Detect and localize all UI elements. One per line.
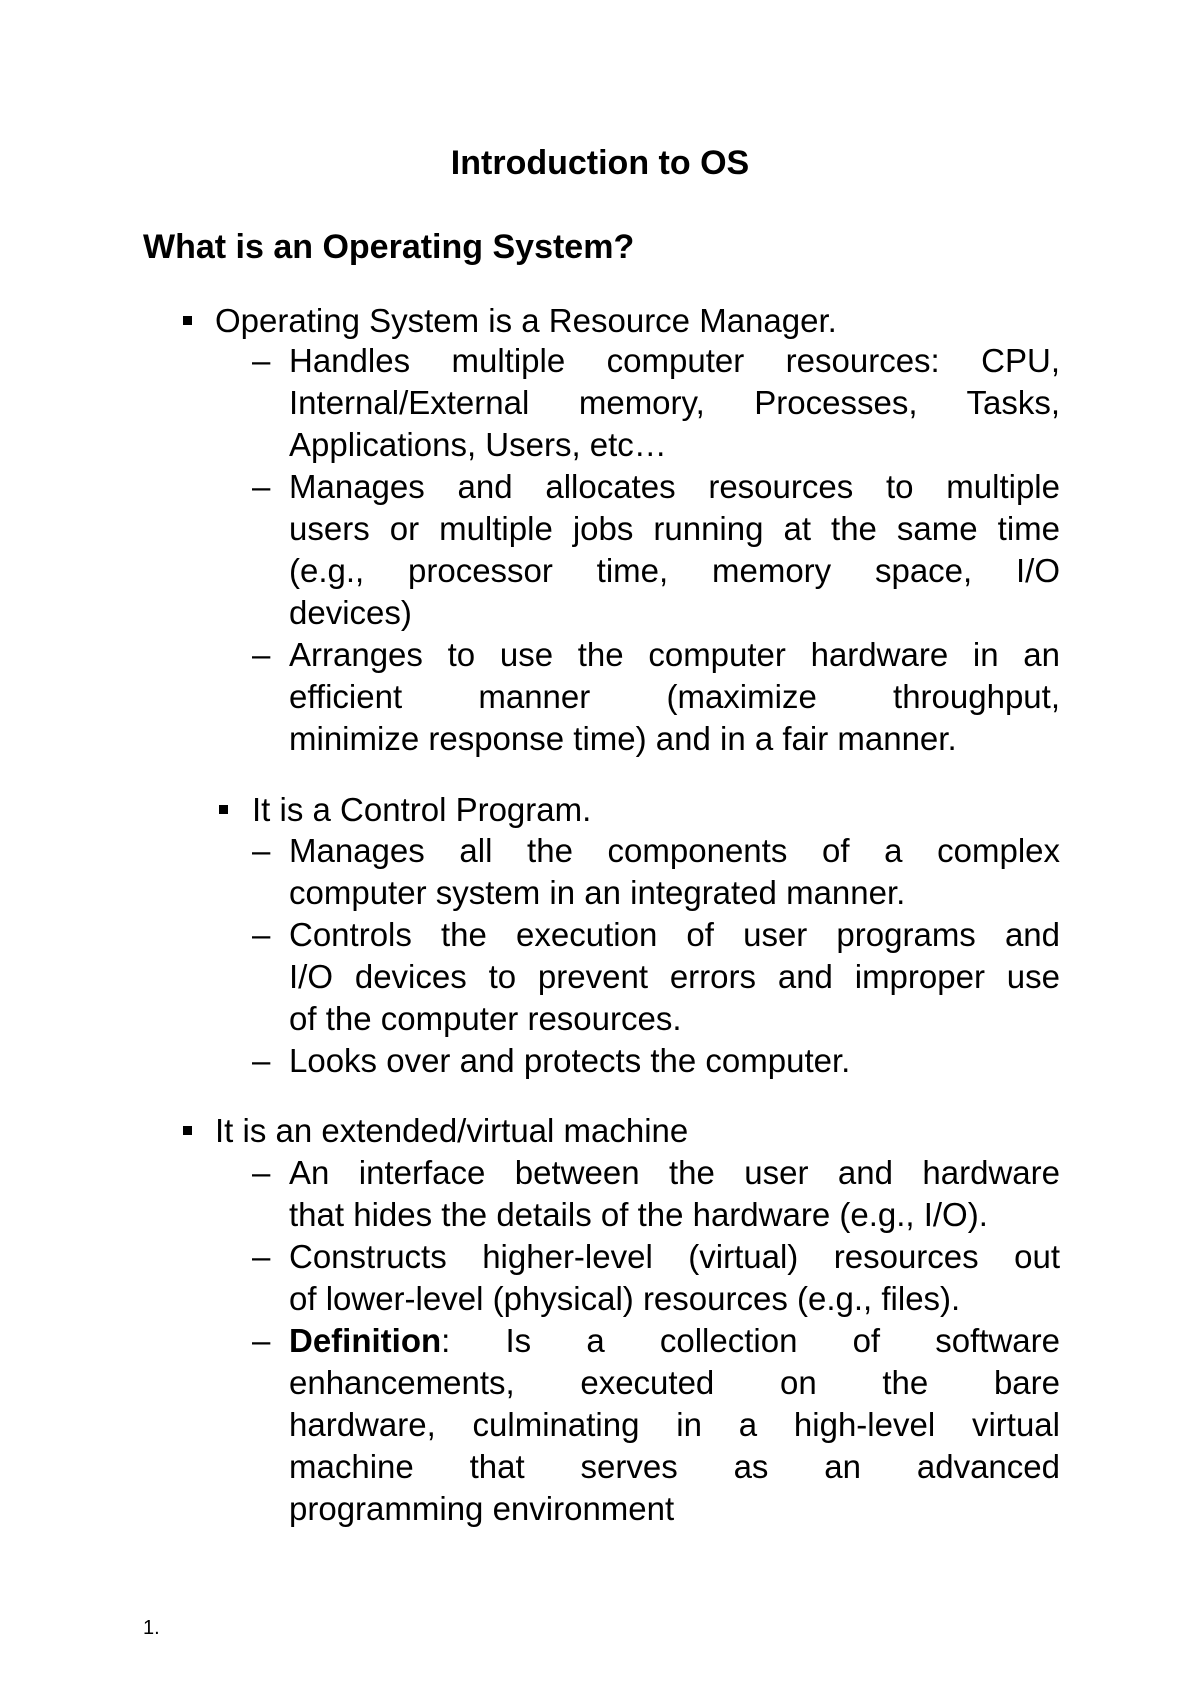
definition-first-line: : Is a collection of software xyxy=(441,1322,1060,1359)
dash-bullet-icon: – xyxy=(252,468,271,505)
square-bullet-icon xyxy=(219,805,228,814)
dash-bullet-icon: – xyxy=(252,1042,271,1079)
list-item xyxy=(252,1236,1060,1320)
definition-term: Definition xyxy=(289,1322,442,1359)
list-item-text: Manages all the components of a complex computer system in an integrated manner. xyxy=(289,832,1060,911)
list-item-text: Looks over and protects the computer. xyxy=(289,1042,851,1079)
list-item-text: An interface between the user and hardware that hides the details of the hardware (e.g., I/O). xyxy=(289,1154,1060,1233)
list-item-text: Handles multiple computer resources: CPU, Internal/External memory, Processes, Tasks, Applications, Users, etc… xyxy=(289,342,1060,463)
dash-bullet-icon: – xyxy=(252,916,271,953)
list-item-text: Arranges to use the computer hardware in an efficient manner (maximize throughput, minimize response time) and in a fair manner. xyxy=(289,636,1060,757)
dash-bullet-icon: – xyxy=(252,1238,271,1275)
list-item-text: Manages and allocates resources to multiple users or multiple jobs running at the same time (e.g., processor time, memory space, I/O devices) xyxy=(289,468,1060,631)
list-item xyxy=(252,340,1060,466)
document-title: Introduction to OS xyxy=(450,144,750,182)
list-item xyxy=(252,1152,1060,1236)
dash-bullet-icon: – xyxy=(252,342,271,379)
square-bullet-icon xyxy=(183,1126,192,1135)
list-item xyxy=(252,634,1060,760)
bullet-label: Operating System is a Resource Manager. xyxy=(215,302,837,339)
list-item-text: Constructs higher-level (virtual) resources out of lower-level (physical) resources (e.g., files). xyxy=(289,1238,1060,1317)
page-number: 1. xyxy=(143,1617,160,1639)
dash-bullet-icon: – xyxy=(252,1322,271,1359)
bullet-label: It is a Control Program. xyxy=(252,791,592,828)
list-item-text: Controls the execution of user programs and I/O devices to prevent errors and improper use of the computer resources. xyxy=(289,916,1060,1037)
dash-bullet-icon: – xyxy=(252,636,271,673)
square-bullet-icon xyxy=(183,316,192,325)
list-item xyxy=(252,1040,1060,1082)
dash-bullet-icon: – xyxy=(252,1154,271,1191)
dash-bullet-icon: – xyxy=(252,832,271,869)
list-item xyxy=(252,914,1060,1040)
list-item xyxy=(252,830,1060,914)
list-item-definition xyxy=(252,1320,1060,1530)
bullet-label: It is an extended/virtual machine xyxy=(215,1112,689,1149)
section-heading: What is an Operating System? xyxy=(143,228,635,266)
list-item-text: Definition: Is a collection of software enhancements, executed on the bare hardware, culminating in a high-level virtual machine that serves as an advanced programming environment xyxy=(289,1322,1060,1527)
list-item xyxy=(252,466,1060,634)
